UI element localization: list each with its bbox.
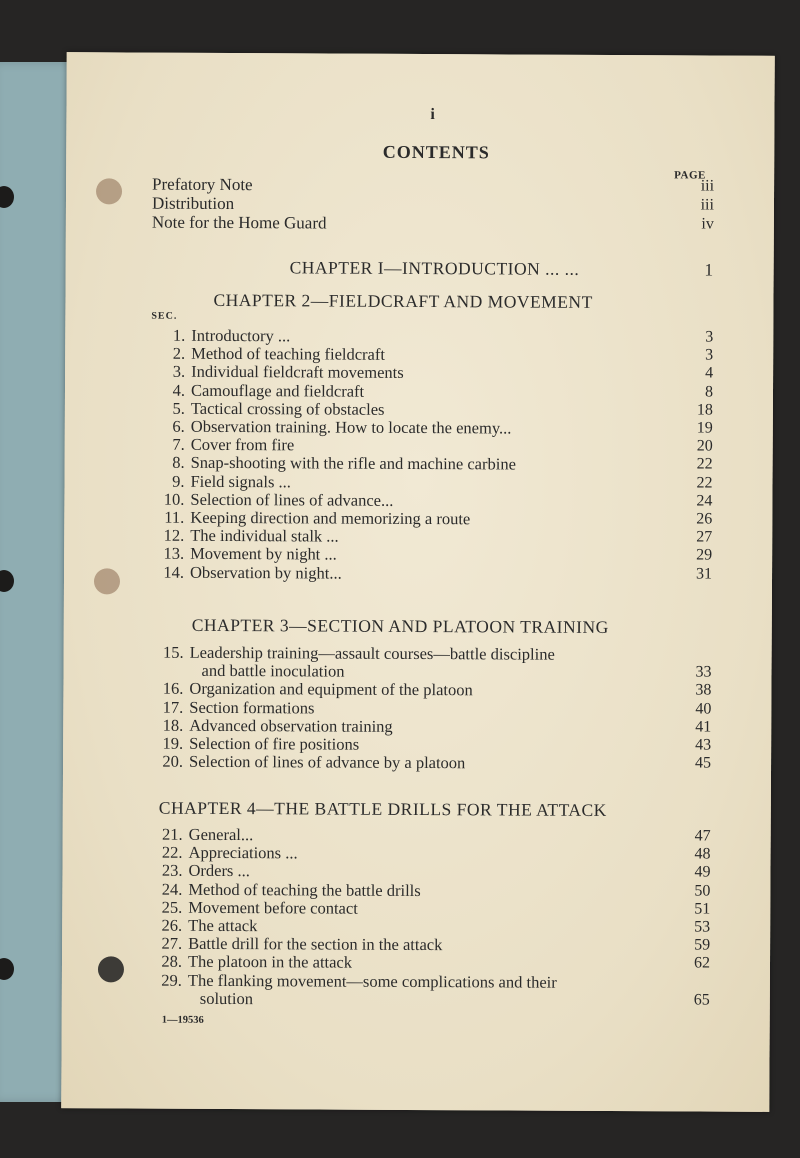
- section-page: 22: [696, 474, 713, 492]
- section-number: 18.: [162, 715, 184, 735]
- section-page: 49: [694, 863, 711, 881]
- page-stain: [96, 178, 122, 204]
- section-number: 23.: [161, 861, 183, 881]
- section-title: Organization and equipment of the platoon: [189, 679, 473, 700]
- section-number: 21.: [162, 824, 183, 844]
- section-title: Camouflage and fieldcraft: [190, 380, 365, 401]
- section-title: Selection of lines of advance by a platoon: [189, 751, 466, 773]
- section-number: 13.: [163, 544, 185, 564]
- section-page: 48: [694, 845, 711, 863]
- section-number: 7.: [172, 434, 185, 454]
- folio: i: [430, 106, 435, 124]
- section-page: 26: [696, 510, 713, 528]
- section-page: 43: [695, 736, 712, 754]
- section-number: 5.: [172, 398, 185, 418]
- front-matter-page: iii: [700, 196, 715, 214]
- section-number: 4.: [172, 380, 186, 400]
- section-page: 27: [696, 528, 713, 546]
- section-title: Leadership training—assault courses—battle discipline: [189, 642, 555, 664]
- section-title: Section formations: [189, 697, 315, 718]
- contents-page: [61, 52, 775, 1112]
- section-title: The individual stalk ...: [190, 525, 339, 546]
- section-page: 62: [693, 954, 711, 972]
- page-stain: [98, 956, 124, 982]
- section-page: 33: [695, 663, 712, 681]
- section-title-continuation: and battle inoculation: [201, 661, 345, 681]
- section-number: 29.: [161, 970, 182, 990]
- section-page: 51: [694, 900, 711, 918]
- section-title-continuation: solution: [199, 988, 254, 1008]
- toc-entry: [144, 562, 724, 585]
- section-title: Cover from fire: [190, 434, 295, 455]
- section-title: Movement before contact: [188, 897, 358, 918]
- section-number: 9.: [172, 471, 185, 491]
- section-number: 28.: [161, 952, 183, 972]
- section-number: 16.: [162, 679, 184, 699]
- section-number: 10.: [163, 489, 185, 509]
- section-number: 27.: [161, 933, 183, 953]
- section-number: 17.: [162, 697, 184, 717]
- binding-hole: [0, 570, 14, 592]
- section-number: 25.: [161, 897, 183, 917]
- section-page: 24: [696, 492, 713, 510]
- section-number: 12.: [163, 525, 185, 545]
- section-title: Field signals ...: [190, 471, 291, 491]
- section-number: 24.: [161, 879, 183, 899]
- section-number: 2.: [172, 343, 186, 363]
- section-label: SEC.: [151, 310, 178, 322]
- section-title: Selection of lines of advance...: [190, 489, 394, 510]
- section-page: 3: [705, 346, 714, 364]
- section-title: General...: [188, 824, 254, 845]
- section-title: Advanced observation training: [189, 715, 393, 736]
- toc-entry: [143, 752, 723, 775]
- section-page: 41: [695, 718, 712, 736]
- front-matter-title: Note for the Home Guard: [151, 212, 327, 233]
- binding-hole: [0, 958, 14, 980]
- section-title: Method of teaching fieldcraft: [191, 343, 386, 365]
- section-page: 8: [704, 383, 714, 401]
- section-number: 20.: [162, 751, 184, 771]
- section-number: 3.: [172, 362, 186, 382]
- section-number: 1.: [172, 325, 186, 345]
- section-title: Selection of fire positions: [189, 733, 360, 754]
- section-number: 11.: [164, 507, 185, 527]
- section-page: 47: [694, 827, 711, 845]
- section-page: 50: [694, 882, 711, 900]
- section-page: 38: [695, 681, 712, 699]
- page-stain: [94, 568, 120, 594]
- section-page: 22: [696, 455, 713, 473]
- section-title: Tactical crossing of obstacles: [190, 398, 385, 419]
- section-title: The flanking movement—some complications and their: [187, 970, 557, 992]
- section-page: 19: [696, 419, 713, 437]
- section-title: Battle drill for the section in the attack: [188, 933, 443, 955]
- section-page: 31: [696, 565, 713, 583]
- section-page: 18: [696, 401, 713, 419]
- section-page: 3: [705, 328, 714, 346]
- section-page: 53: [694, 918, 711, 936]
- chapter-4-title: CHAPTER 4—THE BATTLE DRILLS FOR THE ATTACK: [158, 797, 607, 820]
- front-matter-title: Distribution: [151, 193, 235, 214]
- section-number: 26.: [161, 915, 183, 935]
- section-title: Individual fieldcraft movements: [191, 362, 404, 383]
- section-title: Method of teaching the battle drills: [188, 879, 421, 900]
- section-title: Observation by night...: [190, 562, 342, 583]
- section-page: 20: [696, 437, 713, 455]
- section-page: 45: [695, 754, 712, 772]
- section-page: 65: [693, 991, 710, 1009]
- front-matter-title: Prefatory Note: [152, 174, 253, 195]
- section-page: 4: [705, 364, 714, 382]
- section-number: 22.: [161, 842, 183, 862]
- section-page: 59: [694, 936, 711, 954]
- section-page: 29: [696, 546, 713, 564]
- front-matter-page: iv: [701, 215, 714, 233]
- chapter-1-page: 1: [704, 259, 714, 280]
- section-title: Keeping direction and memorizing a route: [190, 507, 471, 529]
- section-number: 15.: [162, 642, 184, 662]
- section-number: 14.: [163, 562, 185, 582]
- section-number: 19.: [162, 733, 184, 753]
- page-title: CONTENTS: [382, 141, 490, 163]
- section-page: 40: [695, 700, 712, 718]
- section-title: The platoon in the attack: [187, 952, 353, 973]
- section-number: 8.: [172, 453, 185, 473]
- section-title: The attack: [188, 915, 258, 936]
- chapter-1-title: CHAPTER I—INTRODUCTION ... ...: [289, 257, 580, 279]
- front-matter-page: iii: [700, 177, 715, 195]
- printer-imprint: 1—19536: [161, 1014, 204, 1026]
- section-title: Orders ...: [188, 861, 250, 881]
- section-number: 6.: [172, 416, 185, 436]
- section-title: Snap-shooting with the rifle and machine carbine: [190, 453, 516, 474]
- section-title: Movement by night ...: [190, 544, 337, 564]
- chapter-3-title: CHAPTER 3—SECTION AND PLATOON TRAINING: [191, 614, 609, 637]
- section-title: Introductory ...: [191, 325, 291, 346]
- chapter-2-title: CHAPTER 2—FIELDCRAFT AND MOVEMENT: [213, 289, 593, 312]
- section-title: Observation training. How to locate the enemy...: [190, 416, 512, 438]
- binding-hole: [0, 186, 14, 208]
- page-column-label: PAGE: [674, 169, 706, 182]
- section-title: Appreciations ...: [188, 842, 298, 863]
